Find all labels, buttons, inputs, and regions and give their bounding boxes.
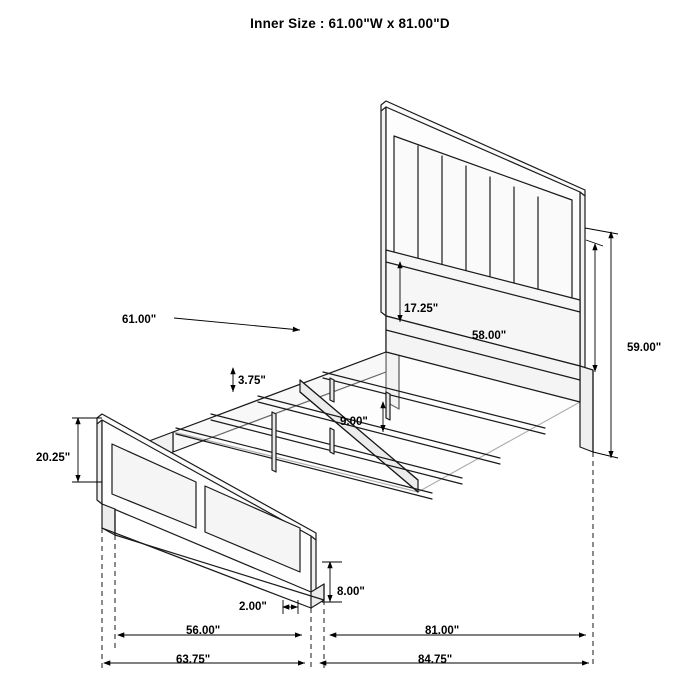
dim-label-headboard-panel: 17.25"	[404, 303, 439, 315]
dim-label-inner-depth: 81.00"	[425, 625, 460, 637]
dim-label-headboard-height: 58.00"	[472, 330, 507, 342]
page-title: Inner Size : 61.00"W x 81.00"D	[250, 16, 450, 31]
dim-label-overall-height: 59.00"	[627, 342, 662, 354]
dim-label-overall-depth: 84.75"	[418, 654, 453, 666]
dim-label-rail-clearance: 8.00"	[337, 586, 365, 598]
dim-label-foot-offset: 2.00"	[239, 601, 267, 613]
dim-label-leg-height: 9.00"	[340, 416, 368, 428]
dim-label-footboard-height: 20.25"	[36, 452, 71, 464]
dim-label-inner-width: 61.00"	[122, 314, 157, 326]
dim-label-overall-width: 63.75"	[176, 654, 211, 666]
bed-geometry	[97, 101, 593, 608]
dim-label-slat-gap: 3.75"	[238, 375, 266, 387]
dim-label-footboard-width: 56.00"	[186, 625, 221, 637]
